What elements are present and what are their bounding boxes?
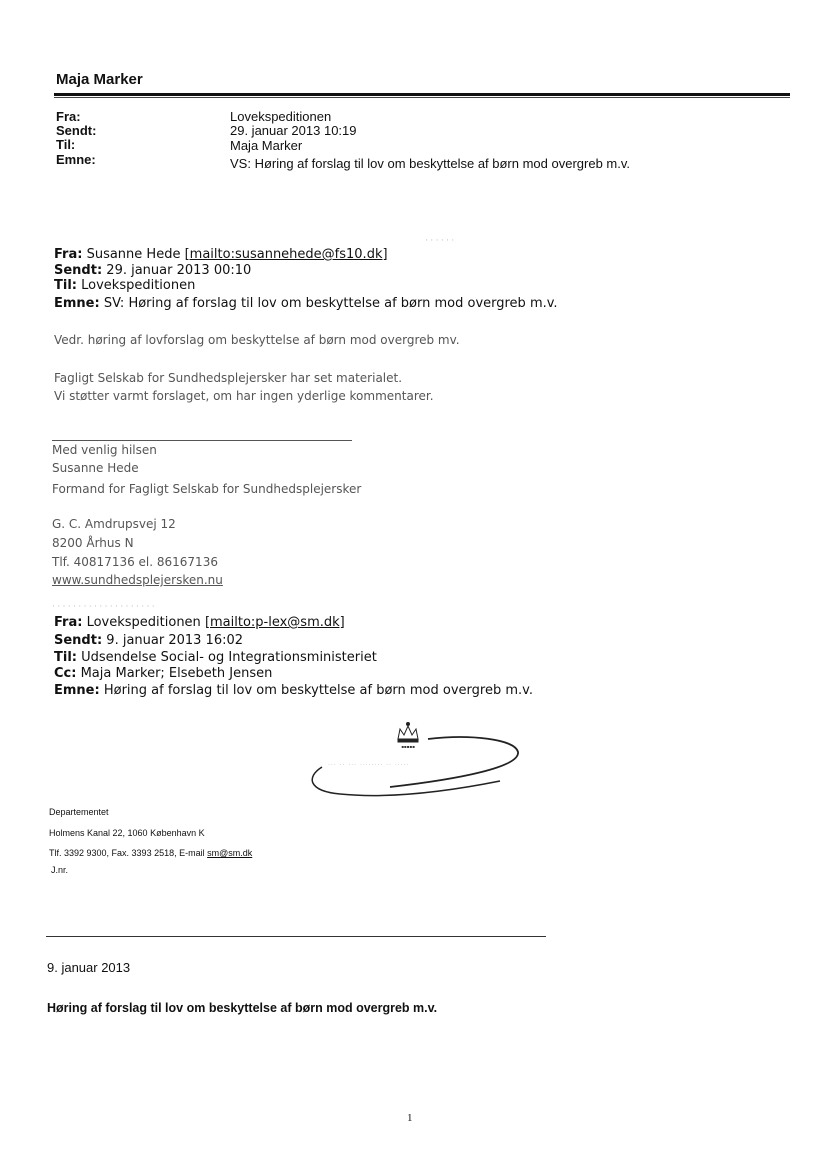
subject-value: VS: Høring af forslag til lov om beskyttelse af børn mod overgreb m.v. [230,156,631,171]
department-contact [49,848,252,858]
subject-label: Emne: [56,152,96,167]
letter-date: 9. januar 2013 [47,960,131,975]
scan-artifact: · · · · · · · · · · · · · · · · · · · · [52,601,155,611]
body-line: Vi støtter varmt forslaget, om har ingen yderlige kommentarer. [54,389,434,403]
cc-value: Maja Marker; Elsebeth Jensen [80,666,273,681]
crown-icon [398,723,418,743]
to-label: Til: [54,278,77,293]
signature-address1: G. C. Amdrupsvej 12 [52,517,176,531]
body-line: Vedr. høring af lovforslag om beskyttelse af børn mod overgreb mv. [54,333,460,347]
to-value: Udsendelse Social- og Integrationsministeriet [81,650,377,665]
body-line: Fagligt Selskab for Sundhedsplejersker har set materialet. [54,371,403,385]
from-label: Fra: [54,247,83,262]
subject-label: Emne: [54,683,100,698]
svg-text:▪▪▪▪▪: ▪▪▪▪▪ [401,744,415,749]
from-value: Lovekspeditionen [230,109,332,124]
to-label: Til: [56,137,76,152]
journal-number: J.nr. [51,865,69,875]
signature-address2: 8200 Århus N [52,536,134,550]
from-value: Lovekspeditionen [86,615,201,630]
mailto-link[interactable]: [mailto:p-lex@sm.dk] [204,615,345,630]
letter-divider [46,936,546,937]
signature-title: Formand for Fagligt Selskab for Sundhedsplejersker [52,482,362,496]
subject-value: Høring af forslag til lov om beskyttelse af børn mod overgreb m.v. [103,683,533,698]
message-header-cc [54,666,272,681]
website-link[interactable]: www.sundhedsplejersken.nu [52,573,223,587]
signature-phone: Tlf. 40817136 el. 86167136 [52,555,218,569]
contact-text: Tlf. 3392 9300, Fax. 3393 2518, E-mail [49,848,205,858]
header-rule-thin [54,97,790,98]
subject-value: SV: Høring af forslag til lov om beskyttelse af børn mod overgreb m.v. [103,296,558,311]
page-number: 1 [407,1112,413,1124]
signature-name: Susanne Hede [52,461,139,475]
subject-label: Emne: [54,296,100,311]
message-header-to [54,278,195,293]
message-header-subject [54,683,533,698]
to-value: Lovekspeditionen [81,278,196,293]
sent-label: Sendt: [54,263,103,278]
cc-label: Cc: [54,666,77,681]
message-header-sent [54,633,243,648]
from-label: Fra: [56,109,81,124]
signature-divider [52,440,352,441]
sent-label: Sendt: [54,633,103,648]
message-header-from [54,615,345,630]
ministry-logo [300,717,535,802]
svg-text:··· ·· ··· ········ ·· ·····: ··· ·· ··· ········ ·· ····· [328,762,410,769]
sent-value: 9. januar 2013 16:02 [106,633,244,648]
sent-value: 29. januar 2013 00:10 [106,263,252,278]
message-header-sent [54,263,251,278]
to-value: Maja Marker [230,138,303,153]
recipient-name-header: Maja Marker [56,71,143,88]
message-header-subject [54,296,558,311]
sent-label: Sendt: [56,123,97,138]
to-label: Til: [54,650,77,665]
department-address: Holmens Kanal 22, 1060 København K [49,828,205,838]
from-label: Fra: [54,615,83,630]
sent-value: 29. januar 2013 10:19 [230,123,357,138]
header-rule [54,93,790,96]
email-link[interactable]: sm@sm.dk [207,848,253,858]
signature-greeting: Med venlig hilsen [52,443,157,457]
from-value: Susanne Hede [86,247,181,262]
letter-title: Høring af forslag til lov om beskyttelse af børn mod overgreb m.v. [47,1001,438,1015]
mailto-link[interactable]: [mailto:susannehede@fs10.dk] [184,247,388,262]
message-header-from [54,247,388,262]
message-header-to [54,650,377,665]
scan-artifact: · · · · · · [425,235,455,245]
department-name: Departementet [49,807,109,817]
